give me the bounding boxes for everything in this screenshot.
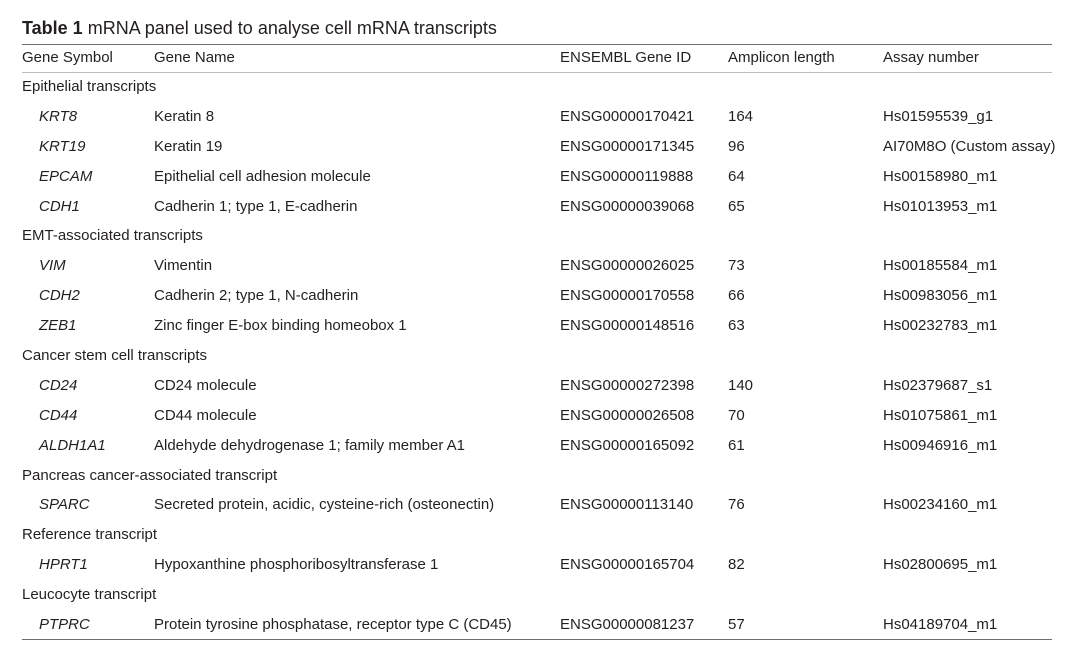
amplicon-length-cell: 64 bbox=[728, 167, 745, 185]
gene-name-cell: Hypoxanthine phosphoribosyltransferase 1 bbox=[154, 556, 439, 574]
section-label: Epithelial transcripts bbox=[22, 78, 157, 95]
amplicon-length-cell: 96 bbox=[728, 137, 745, 155]
gene-name-cell: Keratin 8 bbox=[154, 107, 215, 125]
ensembl-id-cell: ENSG00000272398 bbox=[560, 376, 695, 394]
ensembl-id-cell: ENSG00000119888 bbox=[560, 167, 694, 185]
gene-name-cell: CD44 molecule bbox=[154, 406, 257, 424]
assay-number-cell: Hs02379687_s1 bbox=[883, 376, 993, 394]
gene-symbol-cell: SPARC bbox=[39, 496, 90, 514]
gene-name-cell: Epithelial cell adhesion molecule bbox=[154, 167, 371, 185]
gene-symbol-cell: CDH2 bbox=[39, 287, 80, 305]
section-row bbox=[0, 582, 1080, 612]
gene-symbol-cell: CD24 bbox=[39, 376, 78, 394]
gene-symbol-cell: HPRT1 bbox=[39, 556, 88, 574]
table-row bbox=[0, 403, 1080, 433]
table-caption-label: Table 1 bbox=[22, 18, 83, 38]
table-row bbox=[0, 433, 1080, 463]
table-row bbox=[0, 612, 1080, 642]
ensembl-id-cell: ENSG00000039068 bbox=[560, 197, 695, 215]
section-label: Pancreas cancer-associated transcript bbox=[22, 466, 278, 484]
ensembl-id-cell: ENSG00000026508 bbox=[560, 406, 695, 424]
gene-name-cell: Vimentin bbox=[154, 257, 213, 275]
table-header-row bbox=[0, 46, 1080, 72]
header-ensembl-id: ENSEMBL Gene ID bbox=[560, 49, 692, 66]
amplicon-length-cell: 63 bbox=[728, 317, 745, 335]
gene-symbol-cell: ZEB1 bbox=[39, 317, 77, 335]
gene-name-cell: Zinc finger E-box binding homeobox 1 bbox=[154, 317, 407, 335]
gene-name-cell: CD24 molecule bbox=[154, 376, 257, 394]
table-row bbox=[0, 492, 1080, 522]
bottom-rule bbox=[22, 639, 1052, 640]
ensembl-id-cell: ENSG00000113140 bbox=[560, 496, 694, 514]
ensembl-id-cell: ENSG00000165092 bbox=[560, 436, 695, 454]
amplicon-length-cell: 66 bbox=[728, 287, 745, 305]
section-row bbox=[0, 74, 1080, 104]
table-row bbox=[0, 313, 1080, 343]
ensembl-id-cell: ENSG00000171345 bbox=[560, 137, 695, 155]
amplicon-length-cell: 73 bbox=[728, 257, 745, 275]
table-row bbox=[0, 134, 1080, 164]
assay-number-cell: Hs00185584_m1 bbox=[883, 257, 998, 275]
gene-symbol-cell: EPCAM bbox=[39, 167, 93, 185]
table-row bbox=[0, 253, 1080, 283]
amplicon-length-cell: 65 bbox=[728, 197, 745, 215]
assay-number-cell: Hs00946916_m1 bbox=[883, 436, 998, 454]
assay-number-cell: Hs01013953_m1 bbox=[883, 197, 998, 215]
assay-number-cell: Hs00232783_m1 bbox=[883, 317, 998, 335]
section-label: Leucocyte transcript bbox=[22, 586, 157, 604]
gene-name-cell: Cadherin 2; type 1, N-cadherin bbox=[154, 287, 359, 305]
assay-number-cell: Hs00983056_m1 bbox=[883, 287, 998, 305]
ensembl-id-cell: ENSG00000165704 bbox=[560, 556, 695, 574]
amplicon-length-cell: 140 bbox=[728, 376, 754, 394]
section-label: Cancer stem cell transcripts bbox=[22, 347, 208, 365]
table-row bbox=[0, 104, 1080, 134]
amplicon-length-cell: 57 bbox=[728, 616, 745, 634]
section-row bbox=[0, 343, 1080, 373]
ensembl-id-cell: ENSG00000026025 bbox=[560, 257, 695, 275]
assay-number-cell: Hs02800695_m1 bbox=[883, 556, 998, 574]
header-gene-name: Gene Name bbox=[154, 49, 235, 66]
gene-symbol-cell: PTPRC bbox=[39, 616, 90, 634]
section-label: Reference transcript bbox=[22, 526, 158, 544]
table-body bbox=[0, 74, 1080, 642]
section-row bbox=[0, 223, 1080, 253]
header-assay-number: Assay number bbox=[883, 49, 979, 66]
ensembl-id-cell: ENSG00000148516 bbox=[560, 317, 695, 335]
ensembl-id-cell: ENSG00000081237 bbox=[560, 616, 695, 634]
gene-name-cell: Aldehyde dehydrogenase 1; family member A1 bbox=[154, 436, 466, 454]
gene-symbol-cell: VIM bbox=[39, 257, 66, 275]
amplicon-length-cell: 61 bbox=[728, 436, 745, 454]
assay-number-cell: Hs00234160_m1 bbox=[883, 496, 998, 514]
amplicon-length-cell: 70 bbox=[728, 406, 745, 424]
amplicon-length-cell: 76 bbox=[728, 496, 745, 514]
header-rule bbox=[22, 72, 1052, 73]
top-rule bbox=[22, 44, 1052, 45]
assay-number-cell: Hs01595539_g1 bbox=[883, 107, 994, 125]
assay-number-cell: Hs04189704_m1 bbox=[883, 616, 998, 634]
gene-name-cell: Secreted protein, acidic, cysteine-rich (osteonectin) bbox=[154, 496, 495, 514]
gene-symbol-cell: KRT8 bbox=[39, 107, 78, 125]
table-caption bbox=[22, 16, 497, 40]
gene-symbol-cell: ALDH1A1 bbox=[39, 436, 106, 454]
amplicon-length-cell: 164 bbox=[728, 107, 754, 125]
table-row bbox=[0, 283, 1080, 313]
section-row bbox=[0, 463, 1080, 493]
table-row bbox=[0, 373, 1080, 403]
assay-number-cell: Hs01075861_m1 bbox=[883, 406, 998, 424]
section-row bbox=[0, 522, 1080, 552]
gene-symbol-cell: CD44 bbox=[39, 406, 78, 424]
assay-number-cell: Hs00158980_m1 bbox=[883, 167, 998, 185]
table-row bbox=[0, 164, 1080, 194]
amplicon-length-cell: 82 bbox=[728, 556, 745, 574]
gene-name-cell: Cadherin 1; type 1, E-cadherin bbox=[154, 197, 358, 215]
header-gene-symbol: Gene Symbol bbox=[22, 49, 113, 66]
table-caption-text: mRNA panel used to analyse cell mRNA transcripts bbox=[87, 18, 497, 38]
ensembl-id-cell: ENSG00000170421 bbox=[560, 107, 695, 125]
gene-symbol-cell: KRT19 bbox=[39, 137, 86, 155]
ensembl-id-cell: ENSG00000170558 bbox=[560, 287, 695, 305]
table-row bbox=[0, 194, 1080, 224]
gene-name-cell: Keratin 19 bbox=[154, 137, 223, 155]
header-amplicon-length: Amplicon length bbox=[728, 49, 835, 66]
table-row bbox=[0, 552, 1080, 582]
assay-number-cell: AI70M8O (Custom assay) bbox=[883, 137, 1056, 155]
gene-symbol-cell: CDH1 bbox=[39, 197, 80, 215]
section-label: EMT-associated transcripts bbox=[22, 227, 203, 245]
gene-name-cell: Protein tyrosine phosphatase, receptor type C (CD45) bbox=[154, 616, 512, 634]
